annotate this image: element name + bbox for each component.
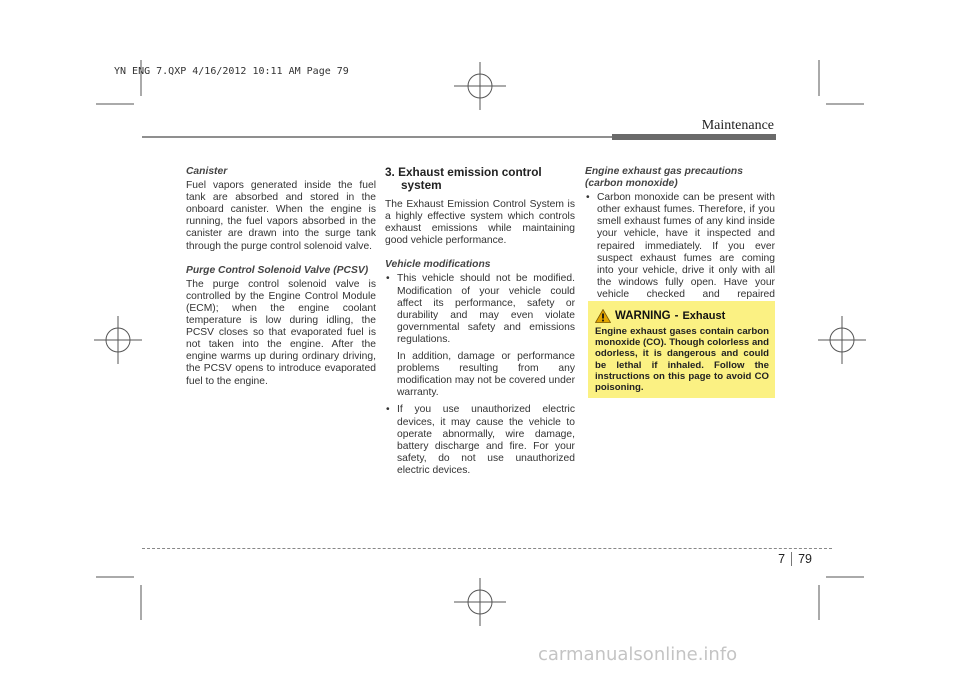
- print-slug: YN ENG 7.QXP 4/16/2012 10:11 AM Page 79: [114, 66, 349, 77]
- column-middle: [385, 166, 575, 477]
- warning-text: Engine exhaust gases contain carbon monoxide (CO). Though colorless and odorless, it is dangerous and could be lethal if inhaled. Follow the instructions on this page to avoid CO poisoning.: [595, 326, 769, 394]
- list-item-continuation: In addition, damage or performance problems resulting from any modification may not be covered under warranty.: [397, 351, 575, 399]
- page-number-value: 79: [798, 552, 812, 566]
- list-item: • This vehicle should not be modified. Modification of your vehicle could affect its performance, safety or durability and may even violate governmental safety and emissions regulations.: [386, 273, 575, 345]
- warning-topic: Exhaust: [682, 310, 726, 322]
- list-item: • Carbon monoxide can be present with other exhaust fumes. Therefore, if you smell exhaust fumes of any kind inside your vehicle, have it inspected and repaired immediately. If you ever suspect exhaust fumes are coming into your vehicle, drive it only with all the windows fully open. Have your vehicle checked and repaired: [586, 192, 775, 300]
- page-number: [778, 552, 812, 566]
- list-item: • If you use unauthorized electric devices, it may cause the vehicle to operate abnormally, wire damage, battery discharge and fire. For your safety, do not use unauthorized electric devices.: [386, 404, 575, 476]
- warning-triangle-icon: [595, 309, 611, 323]
- exhaust-emission-heading: 3. Exhaust emission control system: [385, 165, 542, 192]
- column-right: [585, 166, 775, 313]
- pcsv-heading: Purge Control Solenoid Valve (PCSV): [186, 264, 369, 276]
- chapter-number: 7: [778, 552, 786, 566]
- warning-label: WARNING: [615, 310, 671, 322]
- carbon-monoxide-heading: Engine exhaust gas precautions (carbon monoxide): [585, 166, 743, 190]
- pcsv-text: The purge control solenoid valve is controlled by the Engine Control Module (ECM); when the engine coolant temperature is low during idling, the PCSV closes so that evaporated fuel is not taken into the engine. After the engine warms up during ordinary driving, the PCSV opens to introduce evaporated fuel to the engine.: [186, 278, 376, 387]
- watermark: carmanualsonline.info: [538, 644, 738, 665]
- footer-rule: [142, 548, 832, 549]
- emission-intro: The Exhaust Emission Control System is a highly effective system which controls exhaust emissions while maintaining good vehicle performance.: [385, 199, 575, 247]
- header-rule: [142, 134, 776, 140]
- section-title: Maintenance: [701, 118, 774, 133]
- warning-box: WARNING - Exhaust Engine exhaust gases contain carbon monoxide (CO). Though colorless and odorless, it is dangerous and could be lethal if inhaled. Follow the instructions on this page to avoid CO poisoning.: [588, 301, 775, 398]
- column-left: [186, 166, 376, 388]
- vehicle-modifications-heading: Vehicle modifications: [385, 259, 491, 271]
- canister-heading: Canister: [186, 166, 228, 177]
- canister-text: Fuel vapors generated inside the fuel tank are absorbed and stored in the onboard canister. When the engine is running, the fuel vapors absorbed in the canister are drawn into the surge tank through the purge control solenoid valve.: [186, 180, 376, 252]
